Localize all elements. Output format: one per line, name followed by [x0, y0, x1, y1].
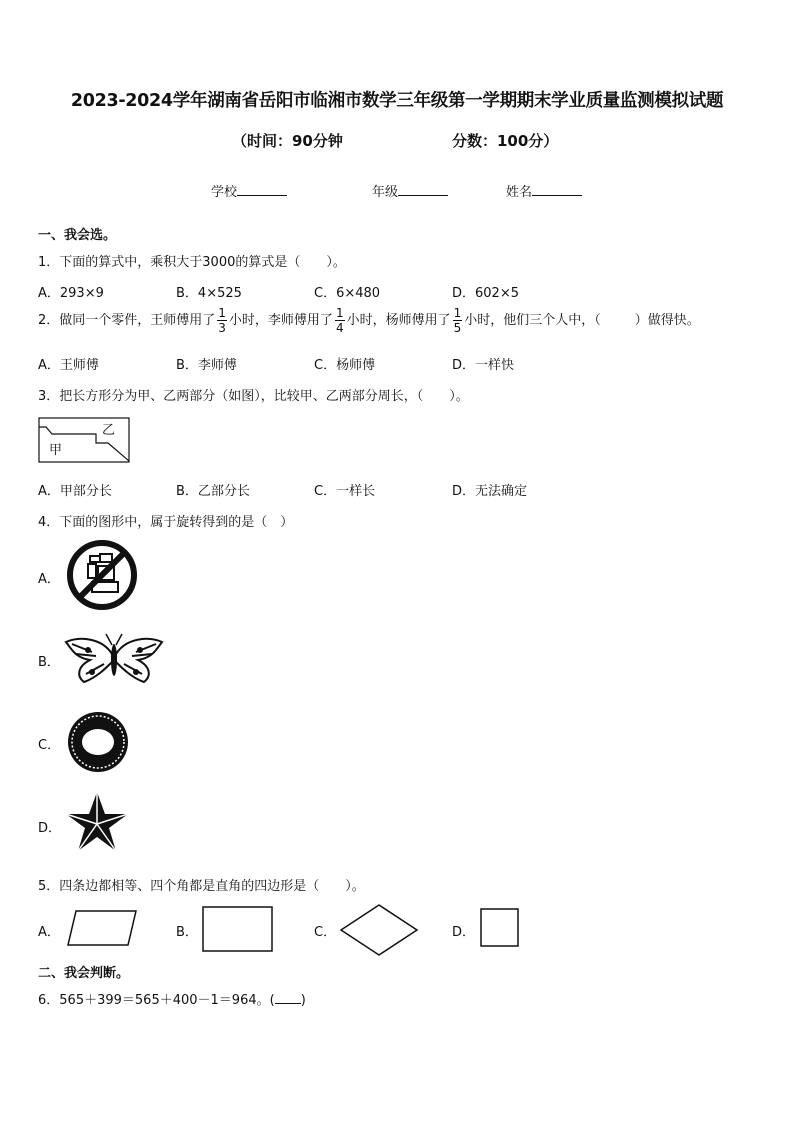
name-blank[interactable]: [532, 184, 582, 196]
school-label: 学校: [211, 185, 238, 200]
label-yi: 乙: [102, 423, 116, 438]
q3-option-a[interactable]: A．甲部分长: [38, 484, 112, 499]
q1-option-d[interactable]: D．602×5: [452, 286, 519, 301]
section-1-title: 一、我会选。: [38, 228, 117, 243]
q2-option-b[interactable]: B．李师傅: [176, 358, 237, 373]
school-field[interactable]: [211, 181, 287, 200]
q1-option-a[interactable]: A．293×9: [38, 286, 104, 301]
no-sign-icon[interactable]: [64, 538, 144, 612]
q2-option-c[interactable]: C．杨师傅: [314, 358, 376, 373]
question-5-text: 5．四条边都相等、四个角都是直角的四边形是（ ）。: [38, 879, 365, 894]
q2-option-a[interactable]: A．王师傅: [38, 358, 99, 373]
name-field[interactable]: [506, 181, 582, 200]
question-6-text: 6．565＋399＝565＋400－1＝964。( ): [38, 993, 306, 1008]
grade-label: 年级: [372, 185, 399, 200]
ring-icon[interactable]: [62, 708, 134, 776]
page-title: 2023-2024学年湖南省岳阳市临湘市数学三年级第一学期期末学业质量监测模拟试题: [70, 91, 724, 111]
q3-option-d[interactable]: D．无法确定: [452, 484, 528, 499]
exam-score: 分数：100分）: [452, 132, 559, 150]
q6-answer-blank[interactable]: [275, 992, 301, 1004]
question-4-text: 4．下面的图形中，属于旋转得到的是（ ）: [38, 515, 294, 530]
q5-option-d[interactable]: D．: [452, 925, 476, 940]
q3-option-c[interactable]: C．一样长: [314, 484, 376, 499]
fraction-yang: $\frac{1}{5}$: [453, 306, 462, 335]
school-blank[interactable]: [237, 184, 287, 196]
rhombus-shape[interactable]: [339, 904, 419, 956]
question-3-text: 3．把长方形分为甲、乙两部分（如图），比较甲、乙两部分周长，（ ）。: [38, 389, 469, 404]
fraction-li: $\frac{1}{4}$: [335, 306, 344, 335]
q5-option-c[interactable]: C．: [314, 925, 337, 940]
fraction-wang: $\frac{1}{3}$: [218, 306, 226, 335]
butterfly-icon[interactable]: [62, 628, 166, 688]
q4-option-d[interactable]: D．: [38, 821, 62, 836]
question-2-text: 2．做同一个零件，王师傅用了 $\frac{1}{3}$ 小时，李师傅用了 $\frac{1}{4}$ 小时，杨师傅用了 $\frac{1}{5}$ 小时，他们三个人中，（ ）做得快。: [38, 306, 700, 335]
q3-option-b[interactable]: B．乙部分长: [176, 484, 250, 499]
question-1-text: 1．下面的算式中，乘积大于3000的算式是（ ）。: [38, 255, 346, 270]
q5-option-b[interactable]: B．: [176, 925, 198, 940]
q2-option-d[interactable]: D．一样快: [452, 358, 515, 373]
grade-blank[interactable]: [398, 184, 448, 196]
square-shape[interactable]: [480, 908, 520, 948]
q4-option-c[interactable]: C．: [38, 738, 61, 753]
name-label: 姓名: [506, 185, 533, 200]
q1-option-b[interactable]: B．4×525: [176, 286, 242, 301]
exam-time: （时间：90分钟: [232, 132, 343, 150]
rectangle-shape[interactable]: [202, 906, 274, 952]
section-2-title: 二、我会判断。: [38, 966, 130, 981]
label-jia: 甲: [49, 443, 63, 458]
q4-option-a[interactable]: A．: [38, 572, 60, 587]
rectangle-split-figure: [38, 417, 130, 463]
parallelogram-shape[interactable]: [66, 909, 138, 947]
grade-field[interactable]: [372, 181, 448, 200]
q4-option-b[interactable]: B．: [38, 655, 60, 670]
q5-option-a[interactable]: A．: [38, 925, 60, 940]
star-icon[interactable]: [64, 790, 130, 854]
q1-option-c[interactable]: C．6×480: [314, 286, 381, 301]
